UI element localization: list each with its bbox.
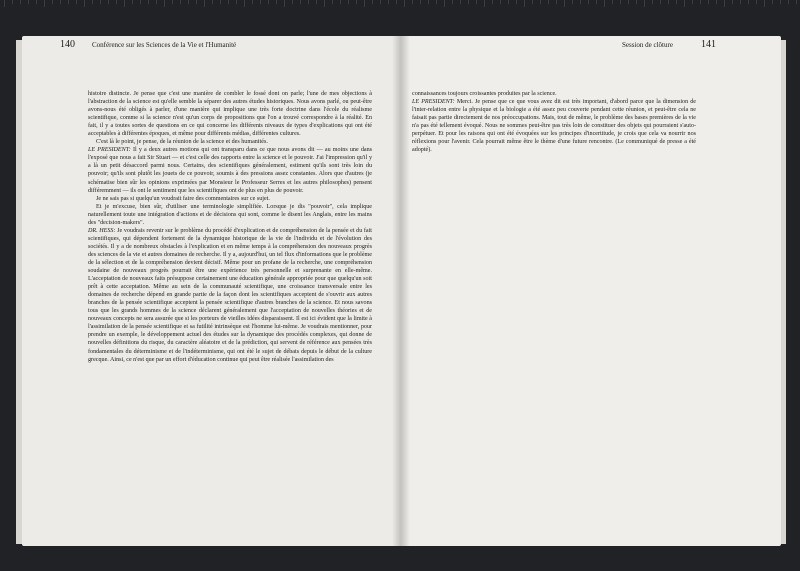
ruler-tick	[612, 0, 613, 4]
ruler-tick	[444, 0, 445, 7]
ruler-tick	[460, 0, 461, 4]
ruler-tick	[220, 0, 221, 4]
ruler-tick	[644, 0, 645, 7]
ruler-tick	[556, 0, 557, 4]
right-page-body	[412, 90, 696, 154]
ruler-tick	[340, 0, 341, 4]
ruler-tick	[676, 0, 677, 4]
right-running-head: Session de clôture	[622, 41, 673, 49]
ruler-tick	[508, 0, 509, 4]
ruler-tick	[228, 0, 229, 4]
ruler-tick	[724, 0, 725, 7]
ruler-tick	[532, 0, 533, 4]
ruler-tick	[276, 0, 277, 4]
ruler-tick	[412, 0, 413, 4]
ruler-tick	[404, 0, 405, 7]
ruler-tick	[780, 0, 781, 4]
ruler-tick	[684, 0, 685, 7]
ruler-tick	[708, 0, 709, 4]
speaker-label: DR. HESS:	[88, 227, 116, 234]
ruler-tick	[652, 0, 653, 4]
ruler-tick	[692, 0, 693, 4]
ruler-tick	[308, 0, 309, 4]
ruler-tick	[764, 0, 765, 7]
paragraph-text: Et je m'excuse, bien sûr, d'utiliser une terminologie simplifiée. Lorsque je dis "pouvoir", cela implique naturellement toute une intégration d'actions et de décisions qui sont, comme le disent les Anglais, entre les mains des "decision-makers".	[88, 203, 372, 226]
ruler-tick	[380, 0, 381, 4]
paragraph-text: histoire distincte. Je pense que c'est une manière de combler le fossé dont on parle; l'une de mes objections à l'abstraction de la science est qu'elle semble la séparer des autres études historiques. Nous avons parlé, ou peut-être avons-nous été obligés à parler, d'une manière qui implique une très forte doctrine dans l'école du réalisme scientifique, comme si la science n'est qu'un corps de propositions que l'on a trouvé correspondre à la réalité. En fait, il y a toutes sortes de questions en ce qui concerne les différents niveaux de types d'explications qui ont été acceptables à différentes époques, et même pour différents médias, différentes cultures.	[88, 91, 372, 138]
ruler-tick	[788, 0, 789, 4]
ruler-tick	[84, 0, 85, 7]
ruler-tick	[196, 0, 197, 4]
ruler-tick	[716, 0, 717, 4]
ruler-tick	[476, 0, 477, 4]
ruler-tick	[636, 0, 637, 4]
right-page-number: 141	[701, 39, 716, 50]
ruler-tick	[364, 0, 365, 7]
ruler-tick	[156, 0, 157, 4]
ruler-tick	[620, 0, 621, 4]
paragraph	[88, 203, 372, 227]
ruler-tick	[76, 0, 77, 4]
paragraph	[88, 90, 372, 138]
ruler-tick	[516, 0, 517, 4]
ruler-tick	[44, 0, 45, 7]
ruler-tick	[484, 0, 485, 7]
paragraph-text: Je ne sais pas si quelqu'un voudrait faire des commentaires sur ce sujet.	[96, 195, 270, 202]
paragraph	[412, 98, 696, 154]
ruler-tick	[204, 0, 205, 7]
ruler-tick	[540, 0, 541, 4]
ruler-tick	[604, 0, 605, 7]
ruler-tick	[132, 0, 133, 4]
ruler-tick	[324, 0, 325, 7]
paragraph-text: Je voudrais revenir sur le problème du procédé d'explication et de compréhension de la pensée et du fait scientifiques, qui dépendent fortement de la dynamique historique de la vie de l'individu et de l'évolution des sociétés. Il y a de nombreux obstacles à l'explication et en même temps à la compréhension des nouveaux progrès des sciences de la vie et autres domaines de recherche. Il y a, aujourd'hui, un tel flux d'informations que le problème de la sélection et de la compréhension devient décisif. Même pour un profane de la recherche, une compréhension soudaine de nouveaux progrès pourrait être une expérience très personnelle et surprenante en elle-même. L'acceptation de nouveaux faits présuppose certainement une éducation générale appropriée pour que quelqu'un soit prêt à cette acceptation. Même au sein de la communauté scientifique, une croissance transversale entre les domaines de recherche dépend en grande partie de la façon dont les scientifiques acceptent de s'ouvrir aux autres branches de la pensée scientifique acceptent la pensée scientifique d'autres branches de la science. Et nous savons tous que les grands hommes de la science déclarent généralement que l'acceptation de nouvelles théories et de nouveaux concepts ne sera assurée que si les porteurs de vieilles idées disparaissent. Il est ici évident que la limite à l'assimilation de la pensée scientifique et sa futilité intrinsèque est l'homme lui-même. Je voudrais mentionner, pour prendre un exemple, le développement actuel des études sur la dynamique des procédés complexes, qui donne de nouvelles définitions du risque, du caractère aléatoire et de la prédiction, qui servent de référence aux pensées très fondamentales du déterminisme et de l'indéterminisme, qui ont été le sujet de débats depuis le début de la culture grecque. Ainsi, ce n'est que par un effort d'éducation continue qui peut être réalisée l'assimilation des	[88, 227, 372, 363]
ruler-tick	[268, 0, 269, 4]
ruler-tick	[292, 0, 293, 4]
ruler-tick	[700, 0, 701, 4]
ruler-tick	[188, 0, 189, 4]
ruler-tick	[124, 0, 125, 7]
ruler-tick	[548, 0, 549, 4]
ruler-tick	[372, 0, 373, 4]
ruler-tick	[500, 0, 501, 4]
ruler-tick	[140, 0, 141, 4]
paragraph-text: connaissances toujours croissantes produites par la science.	[412, 91, 557, 97]
ruler-tick	[172, 0, 173, 4]
ruler-tick	[628, 0, 629, 4]
paragraph	[88, 195, 372, 203]
paragraph	[88, 146, 372, 194]
paragraph	[88, 227, 372, 364]
ruler-tick	[756, 0, 757, 4]
ruler-tick	[452, 0, 453, 4]
ruler-tick	[332, 0, 333, 4]
ruler-tick	[148, 0, 149, 4]
left-page-number: 140	[60, 39, 75, 50]
paragraph-text: C'est là le point, je pense, de la réunion de la science et des humanités.	[96, 139, 268, 146]
ruler-tick	[284, 0, 285, 7]
scan-ruler	[0, 0, 800, 10]
ruler-tick	[92, 0, 93, 4]
ruler-tick	[348, 0, 349, 4]
ruler-tick	[164, 0, 165, 7]
ruler-tick	[564, 0, 565, 7]
ruler-tick	[396, 0, 397, 4]
ruler-tick	[52, 0, 53, 4]
ruler-tick	[524, 0, 525, 7]
ruler-tick	[772, 0, 773, 4]
ruler-tick	[316, 0, 317, 4]
ruler-tick	[572, 0, 573, 4]
ruler-tick	[36, 0, 37, 4]
ruler-tick	[668, 0, 669, 4]
ruler-tick	[12, 0, 13, 4]
book-gutter	[392, 36, 410, 546]
ruler-tick	[252, 0, 253, 4]
ruler-tick	[748, 0, 749, 4]
ruler-tick	[660, 0, 661, 4]
ruler-tick	[68, 0, 69, 4]
paragraph	[88, 138, 372, 146]
ruler-tick	[796, 0, 797, 4]
left-page-body	[88, 90, 372, 364]
ruler-tick	[100, 0, 101, 4]
ruler-tick	[596, 0, 597, 4]
ruler-tick	[420, 0, 421, 4]
ruler-tick	[180, 0, 181, 4]
ruler-tick	[108, 0, 109, 4]
speaker-label: LE PRESIDENT:	[412, 99, 455, 106]
paragraph	[412, 90, 696, 98]
ruler-tick	[356, 0, 357, 4]
ruler-tick	[300, 0, 301, 4]
ruler-tick	[244, 0, 245, 7]
ruler-tick	[388, 0, 389, 4]
ruler-tick	[468, 0, 469, 4]
ruler-tick	[236, 0, 237, 4]
paragraph-text: Il y a deux autres motions qui ont transparu dans ce que nous avons dit — au moins une dans l'exposé que nous a fait Sir Stuart — et c'est celle des rapports entre la science et le pouvoir. J'ai l'impression qu'il y a là un petit désaccord parmi nous. Certains, des scientifiques généralement, estiment qu'ils sont très loin du pouvoir; qu'ils sont plutôt les jouets de ce pouvoir, soumis à des pressions assez constantes. Alors que d'autres (je schématise bien sûr les opinions exprimées par Monsieur le Professeur Serres et les autres philosophes) pensent différemment — ils ont le sentiment que les scientifiques ont de plus en plus de pouvoir.	[88, 147, 372, 194]
ruler-tick	[116, 0, 117, 4]
ruler-tick	[260, 0, 261, 4]
ruler-tick	[428, 0, 429, 4]
ruler-tick	[492, 0, 493, 4]
ruler-tick	[740, 0, 741, 4]
ruler-tick	[20, 0, 21, 4]
ruler-tick	[436, 0, 437, 4]
ruler-tick	[732, 0, 733, 4]
ruler-tick	[588, 0, 589, 4]
ruler-tick	[212, 0, 213, 4]
left-running-head: Conférence sur les Sciences de la Vie et l'Humanité	[92, 41, 237, 49]
speaker-label: LE PRESIDENT:	[88, 147, 131, 154]
paragraph-text: Merci. Je pense que ce que vous avez dit est très important, d'abord parce que la dimension de l'inter-relation entre la physique et la biologie a été assez peu couverte pendant cette réunion, et peut-être cela ne faisait pas partie directement de nos préoccupations. Mais, tout de même, le problème des bases premières de la vie n'a pas été tellement évoqué. Nous ne sommes peut-être pas très loin de constituer des objets qui pourraient s'auto-perpétuer. Et pour les raisons qui ont été évoquées sur les principes d'incertitude, je crois que cela va nourrir nos réflexions pour l'avenir. Cela pourrait même être le thème d'une future rencontre. (Le communiqué de presse a été adopté).	[412, 99, 697, 154]
ruler-tick	[580, 0, 581, 4]
ruler-tick	[60, 0, 61, 4]
ruler-tick	[28, 0, 29, 4]
ruler-tick	[4, 0, 5, 7]
